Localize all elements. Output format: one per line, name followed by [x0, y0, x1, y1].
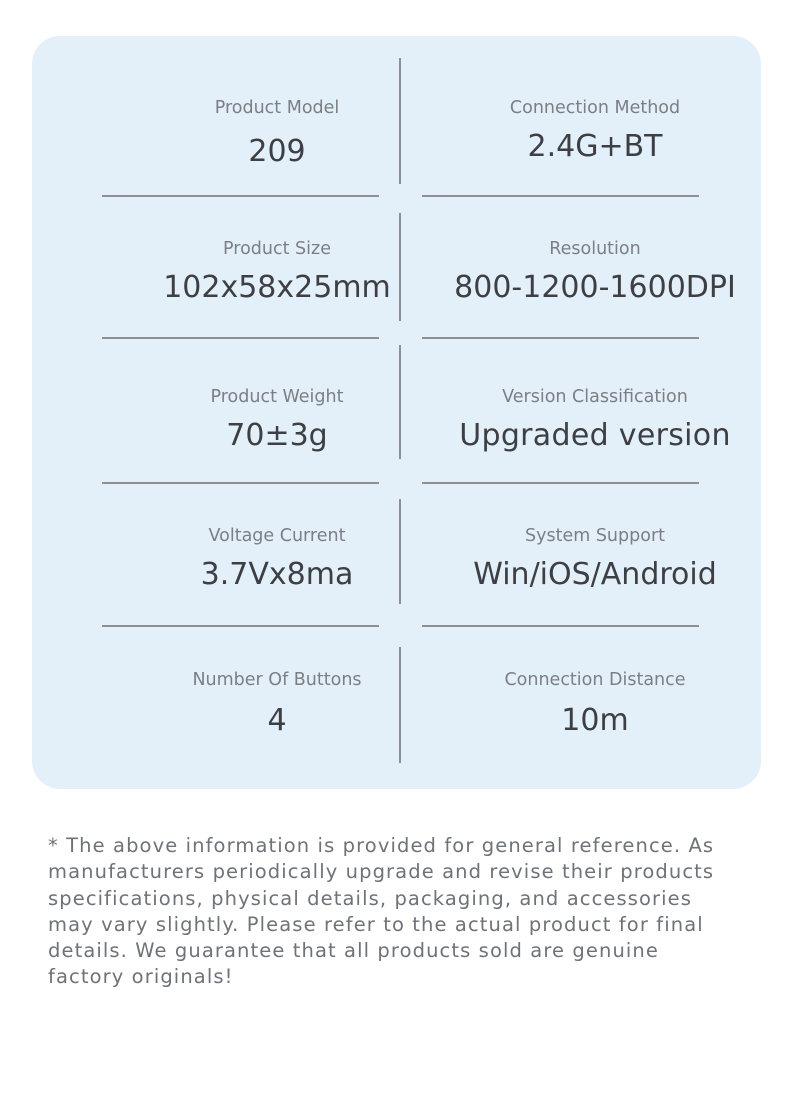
spec-version-classification — [445, 386, 745, 454]
spec-label: Version Classification — [502, 387, 688, 407]
spec-value: Win/iOS/Android — [473, 557, 717, 592]
spec-value: Upgraded version — [459, 418, 731, 453]
column-divider — [399, 647, 401, 763]
spec-label: Connection Distance — [504, 670, 686, 690]
row-divider — [422, 195, 699, 197]
spec-label: Resolution — [549, 239, 641, 259]
row-divider — [102, 625, 379, 627]
disclaimer-line: * The above information is provided for general reference. As — [48, 834, 715, 857]
spec-value: 4 — [267, 703, 287, 738]
spec-card — [32, 36, 761, 789]
spec-label: Product Weight — [210, 387, 344, 407]
spec-resolution — [445, 238, 745, 306]
disclaimer-line: details. We guarantee that all products sold are genuine — [48, 939, 659, 963]
spec-connection-distance — [445, 669, 745, 739]
row-divider — [422, 482, 699, 484]
spec-number-of-buttons — [127, 669, 427, 739]
spec-value: 209 — [248, 134, 306, 169]
column-divider — [399, 213, 401, 321]
spec-label: Voltage Current — [208, 526, 346, 546]
spec-product-model — [127, 97, 427, 170]
row-divider — [102, 337, 379, 339]
spec-label: Product Size — [223, 239, 331, 259]
spec-connection-method — [445, 97, 745, 165]
disclaimer-text — [48, 833, 748, 991]
spec-label: Product Model — [214, 98, 340, 118]
spec-label: System Support — [525, 526, 665, 546]
disclaimer-line: may vary slightly. Please refer to the actual product for final — [48, 912, 704, 936]
spec-voltage-current — [127, 525, 427, 593]
disclaimer-line: factory originals! — [48, 965, 234, 989]
row-divider — [102, 482, 379, 484]
spec-value: 800-1200-1600DPI — [454, 270, 736, 305]
spec-value: 3.7Vx8ma — [200, 557, 354, 592]
spec-label: Connection Method — [509, 98, 681, 118]
column-divider — [399, 58, 401, 184]
row-divider — [422, 337, 699, 339]
spec-label: Number Of Buttons — [192, 670, 362, 690]
spec-value: 70±3g — [226, 418, 328, 453]
spec-value: 10m — [561, 703, 629, 738]
spec-product-weight — [127, 386, 427, 454]
column-divider — [399, 499, 401, 604]
disclaimer-line: manufacturers periodically upgrade and revise their products — [48, 860, 715, 884]
row-divider — [102, 195, 379, 197]
spec-product-size — [127, 238, 427, 306]
row-divider — [422, 625, 699, 627]
spec-system-support — [445, 525, 745, 593]
column-divider — [399, 345, 401, 459]
spec-value: 2.4G+BT — [527, 129, 663, 164]
disclaimer-line: specifications, physical details, packaging, and accessories — [48, 886, 693, 910]
spec-value: 102x58x25mm — [163, 270, 391, 305]
